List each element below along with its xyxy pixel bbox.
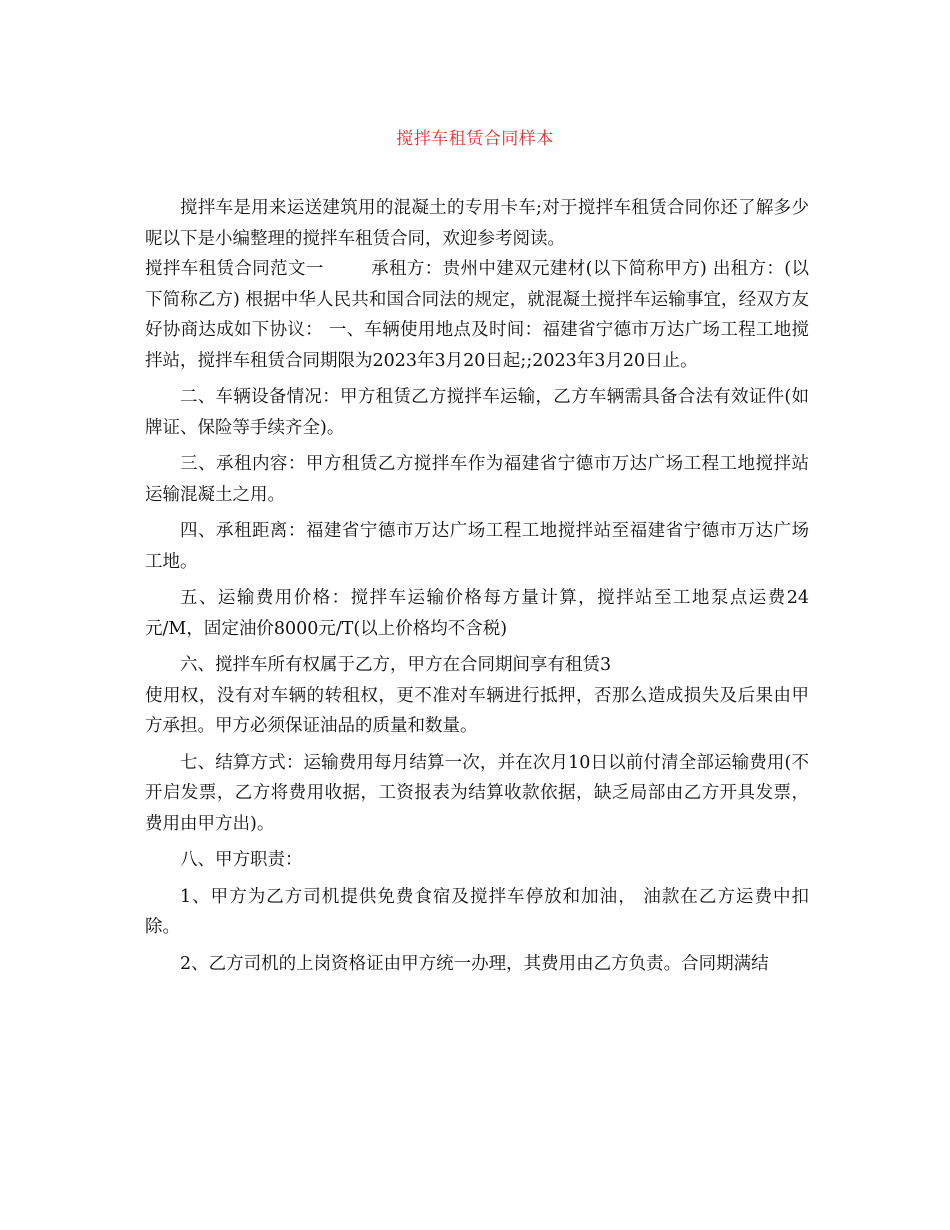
- paragraph-clause-3: 三、承租内容：甲方租赁乙方搅拌车作为福建省宁德市万达广场工程工地搅拌站运输混凝土之用。: [145, 454, 809, 505]
- paragraph-clause-5: 五、运输费用价格：搅拌车运输价格每方量计算，搅拌站至工地泵点运费24元/M，固定油价8000元/T(以上价格均不含税): [145, 588, 809, 639]
- paragraph-item-1: 1、甲方为乙方司机提供免费食宿及搅拌车停放和加油， 油款在乙方运费中扣除。: [145, 886, 809, 937]
- paragraph-intro: 搅拌车是用来运送建筑用的混凝土的专用卡车;对于搅拌车租赁合同你还了解多少呢以下是小编整理的搅拌车租赁合同，欢迎参考阅读。: [145, 198, 809, 249]
- document-body: [145, 193, 809, 979]
- paragraph-clause-7: 七、结算方式：运输费用每月结算一次，并在次月10日以前付清全部运输费用(不开启发票，乙方将费用收据，工资报表为结算收款依据，缺乏局部由乙方开具发票，费用由甲方出)。: [145, 752, 809, 834]
- document-title: 搅拌车租赁合同样本: [396, 129, 554, 149]
- paragraph-clause-6-continued: 使用权，没有对车辆的转租权，更不准对车辆进行抵押，否那么造成损失及后果由甲方承担。甲方必须保证油品的质量和数量。: [145, 685, 809, 736]
- paragraph-clause-4: 四、承租距离：福建省宁德市万达广场工程工地搅拌站至福建省宁德市万达广场工地。: [145, 521, 809, 572]
- paragraph-clause-2: 二、车辆设备情况：甲方租赁乙方搅拌车运输，乙方车辆需具备合法有效证件(如牌证、保险等手续齐全)。: [145, 387, 809, 438]
- paragraph-clause-8: 八、甲方职责：: [180, 850, 303, 870]
- paragraph-item-2: 2、乙方司机的上岗资格证由甲方统一办理，其费用由乙方负责。合同期满结: [180, 953, 769, 974]
- paragraph-clause-6: 六、搅拌车所有权属于乙方，甲方在合同期间享有租赁3: [180, 655, 612, 675]
- paragraph-parties: 搅拌车租赁合同范文一 承租方：贵州中建双元建材(以下简称甲方) 出租方：(以下简称乙方) 根据中华人民共和国合同法的规定，就混凝土搅拌车运输事宜，经双方友好协商达成如下协议： 一、车辆使用地点及时间：福建省宁德市万达广场工程工地搅拌站，搅拌车租赁合同期限为2023年3月20日起;;2023年3月20日止。: [145, 259, 809, 371]
